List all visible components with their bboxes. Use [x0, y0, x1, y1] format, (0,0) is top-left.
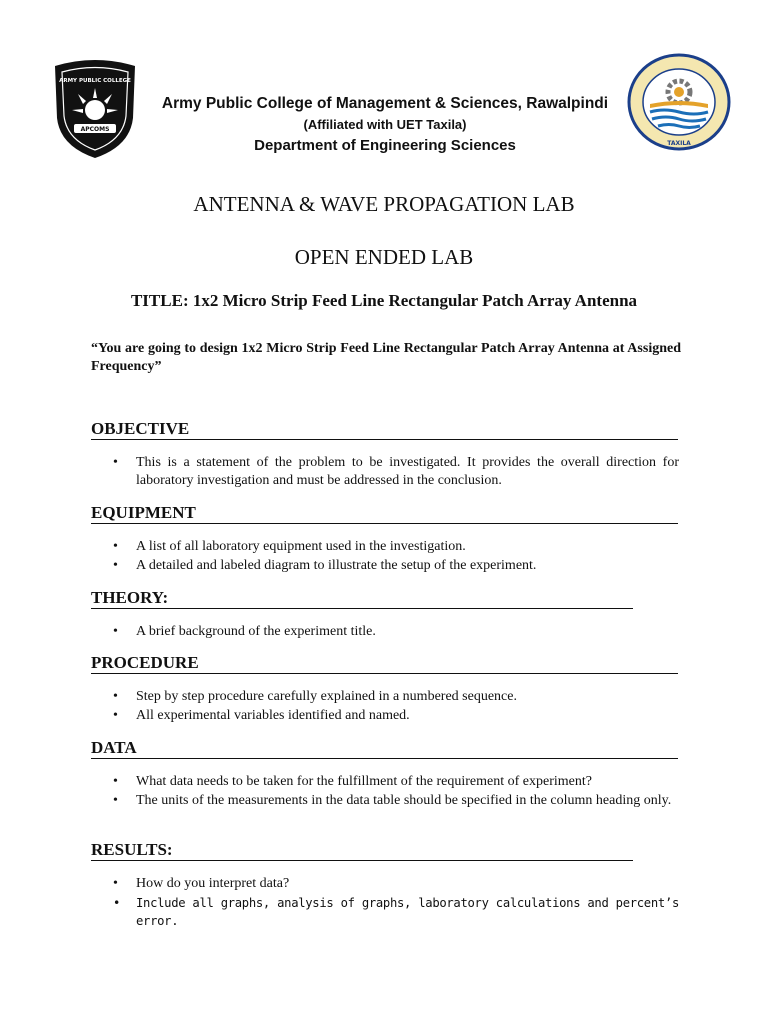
- affiliation: (Affiliated with UET Taxila): [303, 117, 467, 132]
- college-name: Army Public College of Management & Sciences, Rawalpindi: [161, 95, 609, 112]
- objective-heading: OBJECTIVE: [91, 419, 678, 440]
- list-item: • What data needs to be taken for the fulfillment of the requirement of experiment?: [113, 773, 679, 791]
- svg-text:ARMY PUBLIC COLLEGE: ARMY PUBLIC COLLEGE: [59, 78, 131, 84]
- results-list: [113, 875, 679, 931]
- lab-name: ANTENNA & WAVE PROPAGATION LAB: [193, 192, 575, 216]
- list-item: • All experimental variables identified and named.: [113, 707, 679, 725]
- list-item: • A list of all laboratory equipment used in the investigation.: [113, 538, 679, 556]
- data-list: [113, 773, 679, 811]
- data-heading: DATA: [91, 738, 678, 759]
- procedure-list: [113, 688, 679, 726]
- list-item: • A detailed and labeled diagram to illustrate the setup of the experiment.: [113, 557, 679, 575]
- list-item: • Step by step procedure carefully explained in a numbered sequence.: [113, 688, 679, 706]
- objective-list: [113, 454, 679, 491]
- lab-type: OPEN ENDED LAB: [294, 245, 474, 269]
- equipment-heading: EQUIPMENT: [91, 503, 678, 524]
- theory-heading: THEORY:: [91, 588, 633, 609]
- results-heading: RESULTS:: [91, 840, 633, 861]
- task-statement: “You are going to design 1x2 Micro Strip Feed Line Rectangular Patch Array Antenna at Assigned Frequency”: [91, 341, 681, 374]
- procedure-heading: PROCEDURE: [91, 653, 678, 674]
- theory-list: [113, 623, 679, 642]
- svg-text:TAXILA: TAXILA: [667, 140, 691, 147]
- department-name: Department of Engineering Sciences: [254, 137, 516, 154]
- svg-text:APCOMS: APCOMS: [80, 126, 110, 133]
- college-logo: [50, 58, 140, 160]
- list-item: • Include all graphs, analysis of graphs, laboratory calculations and percent’s error.: [113, 894, 679, 930]
- equipment-list: [113, 538, 679, 576]
- list-item: • The units of the measurements in the data table should be specified in the column heading only.: [113, 792, 679, 810]
- document-title: TITLE: 1x2 Micro Strip Feed Line Rectangular Patch Array Antenna: [130, 291, 638, 310]
- university-seal: [626, 52, 732, 152]
- list-item: • A brief background of the experiment title.: [113, 623, 679, 641]
- list-item: • This is a statement of the problem to be investigated. It provides the overall direction for laboratory investigation and must be addressed in the conclusion.: [113, 454, 679, 490]
- list-item: • How do you interpret data?: [113, 875, 679, 893]
